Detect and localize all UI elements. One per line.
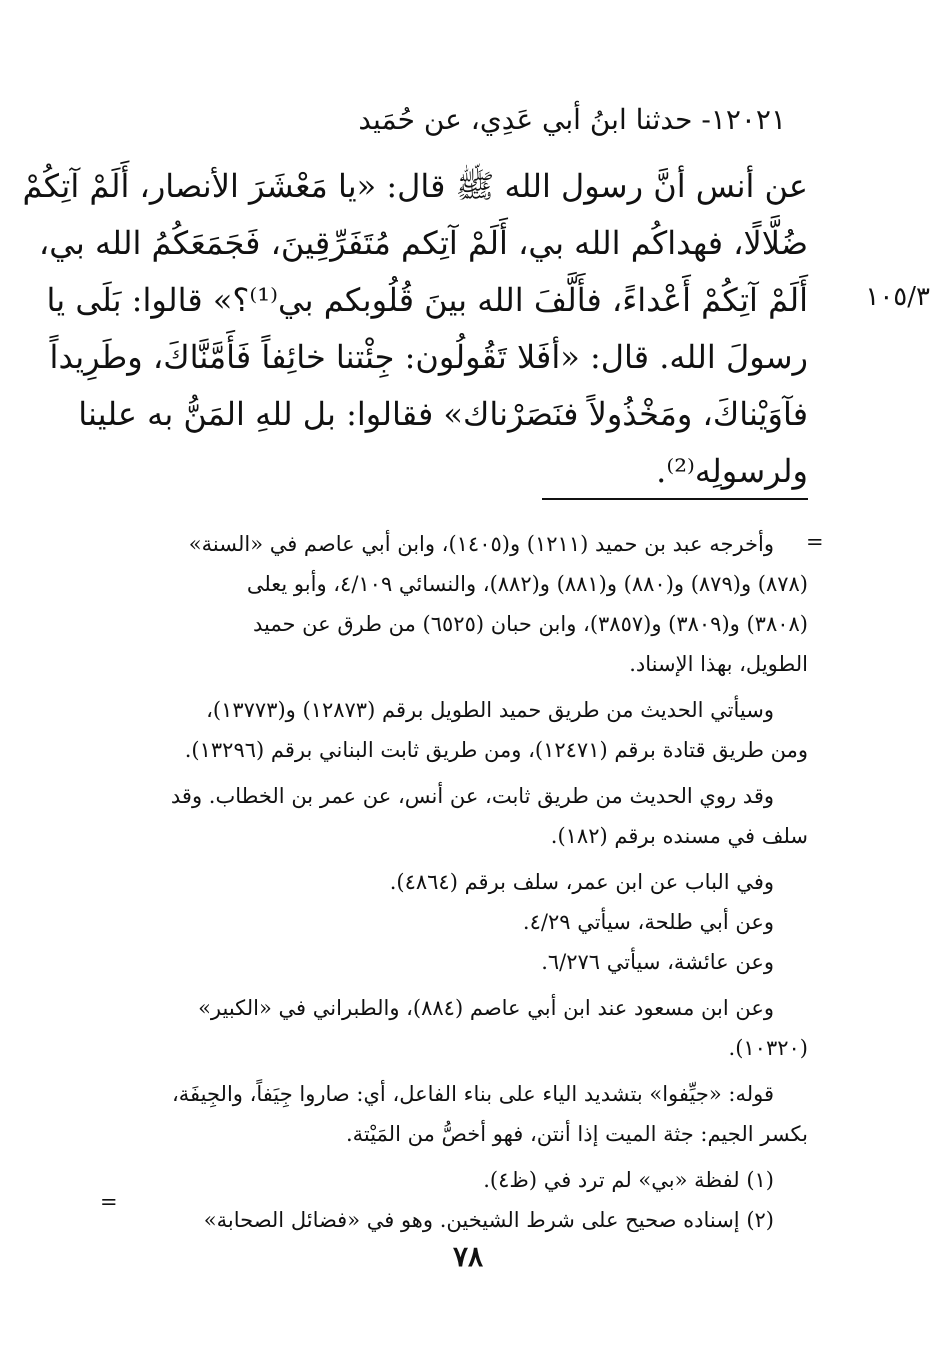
hadith-text <box>22 158 808 500</box>
page-number: ٧٨ <box>452 1240 484 1273</box>
hadith-line: ضُلَّالًا، فهداكُم الله بي، أَلَمْ آتِكم مُتَفَرِّقِينَ، فَجَمَعَكُمُ الله بي، <box>38 224 808 262</box>
hadith-line: عن أنس أنَّ رسول الله ﷺ قال: «يا مَعْشَرَ الأنصار، أَلَمْ آتِكُمْ <box>22 167 808 205</box>
hadith-number-header: ١٢٠٢١- حدثنا ابنُ أبي عَدِي، عن حُمَيد <box>358 103 786 136</box>
footnote-end-continuation-marker: = <box>100 1190 118 1214</box>
hadith-line: ولرسولِه⁽²⁾. <box>656 452 808 490</box>
footnotes-section <box>118 524 808 1240</box>
footnote-paragraph: وعن أبي طلحة، سيأتي ٤/٢٩. <box>522 910 774 934</box>
footnote-continuation-marker: = <box>806 530 824 554</box>
footnote-paragraph: وقد روي الحديث من طريق ثابت، عن أنس، عن عمر بن الخطاب. وقد سلف في مسنده برقم (١٨٢). <box>170 784 808 848</box>
footnote-paragraph: وأخرجه عبد بن حميد (١٢١١) و(١٤٠٥)، وابن أبي عاصم في «السنة» (٨٧٨) و(٨٧٩) و(٨٨٠) و(٨٨١) و(٨٨٢)، والنسائي ٤/١٠٩، وأبو يعلى (٣٨٠٨) و(٣٨٠٩) و(٣٨٥٧)، وابن حبان (٦٥٢٥) من طرق عن حميد الطويل، بهذا الإسناد. <box>188 532 808 676</box>
hadith-line: فآوَيْناكَ، ومَخْذُولاً فنَصَرْناك» فقالوا: بل للهِ المَنُّ به علينا <box>78 395 808 433</box>
hadith-line: أَلَمْ آتِكُمْ أَعْداءً، فأَلَّفَ الله بينَ قُلُوبكم بي⁽¹⁾؟» قالوا: بَلَى يا <box>46 281 808 319</box>
footnote-divider <box>542 498 808 500</box>
footnote-paragraph: وسيأتي الحديث من طريق حميد الطويل برقم (١٢٨٧٣) و(١٣٧٧٣)، ومن طريق قتادة برقم (١٢٤٧١)، ومن طريق ثابت البناني برقم (١٣٢٩٦). <box>184 698 808 762</box>
hadith-line: رسولَ الله. قال: «أفَلا تَقُولُون: جِئْتنا خائِفاً فَأَمَّنَّاكَ، وطَرِيداً <box>49 338 808 376</box>
footnote-paragraph: وعن عائشة، سيأتي ٦/٢٧٦. <box>541 950 774 974</box>
footnote-1: (١) لفظة «بي» لم ترد في (ظ٤). <box>483 1168 774 1192</box>
margin-volume-page-reference: ١٠٥/٣ <box>865 282 930 312</box>
footnote-paragraph: قوله: «جيِّفوا» بتشديد الياء على بناء الفاعل، أي: صاروا جِيَفاً، والجِيفَة، بكسر الجيم: جثة الميت إذا أنتن، فهو أخصُّ من المَيْتة. <box>172 1082 808 1146</box>
footnote-2: (٢) إسناده صحيح على شرط الشيخين. وهو في «فضائل الصحابة» <box>203 1208 774 1232</box>
footnote-paragraph: وعن ابن مسعود عند ابن أبي عاصم (٨٨٤)، والطبراني في «الكبير» (١٠٣٢٠). <box>198 996 808 1060</box>
footnote-paragraph: وفي الباب عن ابن عمر، سلف برقم (٤٨٦٤). <box>389 870 774 894</box>
